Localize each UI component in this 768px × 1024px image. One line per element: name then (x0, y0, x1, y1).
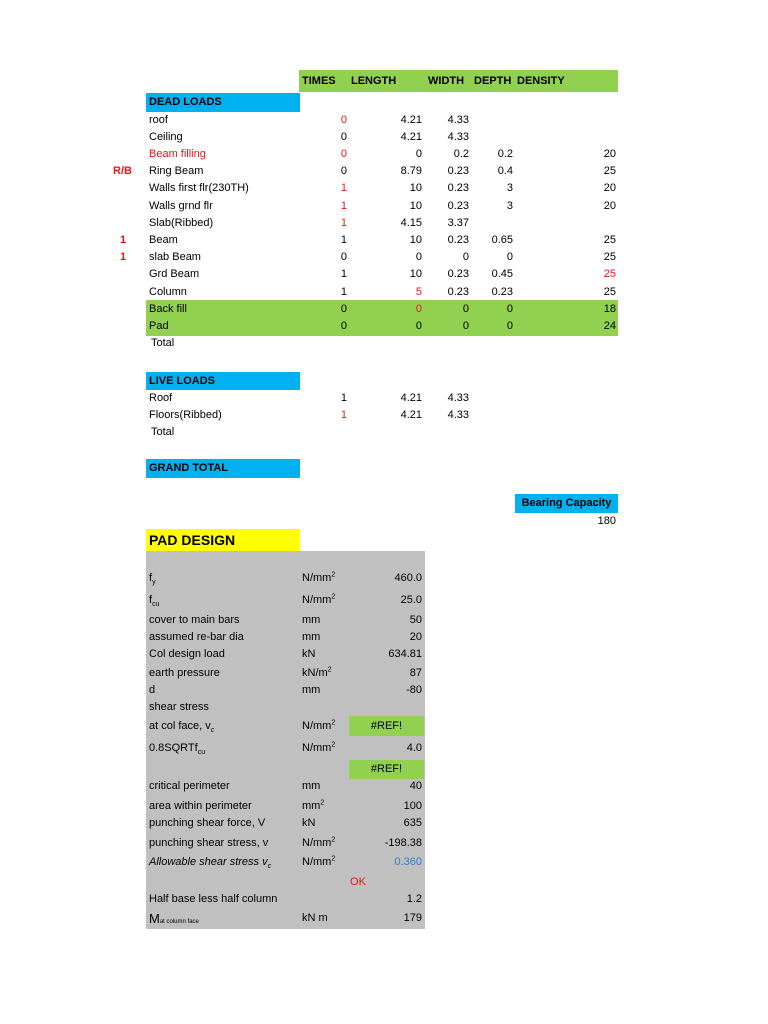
table-row (0, 266, 768, 283)
bearing-capacity-value: 180 (597, 515, 616, 527)
pad-design-title: PAD DESIGN (146, 529, 300, 551)
row-value: 460.0 (394, 572, 422, 584)
row-name: Walls grnd flr (149, 200, 213, 212)
row-depth: 0.45 (491, 268, 513, 280)
row-value: -198.38 (384, 837, 422, 849)
row-depth: 3 (506, 182, 513, 194)
row-name: Ring Beam (149, 165, 204, 177)
row-length: 0 (415, 251, 422, 263)
row-name: Ceiling (149, 131, 183, 143)
row-density: 25 (603, 234, 616, 246)
row-times: 0 (340, 165, 347, 177)
row-name: Slab(Ribbed) (149, 217, 214, 229)
row-density: 25 (603, 286, 616, 298)
row-length: 0 (415, 148, 422, 160)
row-unit: kN m (302, 912, 328, 924)
row-label: Mat column face (149, 911, 199, 926)
header-length: LENGTH (351, 75, 397, 87)
row-value: 634.81 (388, 648, 422, 660)
row-unit: $N/mm^2$ (302, 741, 336, 754)
table-row (0, 112, 768, 129)
row-width: 0.23 (447, 182, 469, 194)
row-length: 4.15 (400, 217, 422, 229)
table-row (0, 215, 768, 232)
row-depth: 0.2 (497, 148, 513, 160)
table-row (0, 891, 768, 908)
row-value: 87 (409, 667, 422, 679)
row-times: 1 (340, 200, 347, 212)
row-prefix: 1 (120, 234, 127, 246)
live-loads-title: LIVE LOADS (146, 372, 300, 390)
table-row (0, 424, 768, 441)
row-label: area within perimeter (149, 800, 252, 812)
row-times: 1 (340, 286, 347, 298)
row-width: 4.33 (447, 392, 469, 404)
row-name: slab Beam (149, 251, 201, 263)
table-row (0, 407, 768, 424)
table-row (0, 798, 768, 815)
row-width: 3.37 (447, 217, 469, 229)
row-unit: $N/mm^2$ (302, 593, 336, 606)
row-name: Column (149, 286, 187, 298)
table-row (0, 665, 768, 682)
row-width: 0.23 (447, 268, 469, 280)
row-value: 635 (403, 817, 422, 829)
row-length: 4.21 (400, 392, 422, 404)
row-value: 1.2 (406, 893, 422, 905)
row-unit: $N/mm^2$ (302, 571, 336, 584)
table-row (0, 249, 768, 266)
row-unit: kN (302, 817, 316, 829)
row-depth: 0.23 (491, 286, 513, 298)
table-row (0, 335, 768, 352)
row-width: 0 (462, 251, 469, 263)
row-density: 20 (603, 200, 616, 212)
table-row (0, 835, 768, 852)
row-times: 0 (340, 114, 347, 126)
row-width: 4.33 (447, 114, 469, 126)
table-row (0, 180, 768, 197)
row-value: -80 (406, 684, 422, 696)
row-prefix: 1 (120, 251, 127, 263)
table-row (0, 129, 768, 146)
table-row (0, 854, 768, 871)
row-prefix: R/B (113, 165, 132, 177)
table-row (0, 874, 768, 891)
row-width: 0.23 (447, 234, 469, 246)
row-name: Back fill (149, 303, 187, 315)
row-label: 0.8SQRTf$_{cu}$ (149, 742, 206, 757)
row-length: 0 (415, 303, 422, 315)
row-times: 0 (340, 303, 347, 315)
row-length: 0 (415, 320, 422, 332)
row-name: Beam filling (149, 148, 206, 160)
row-value: #REF! (370, 763, 403, 775)
table-row (0, 910, 768, 927)
row-times: 0 (340, 320, 347, 332)
row-length: 4.21 (400, 114, 422, 126)
row-label: punching shear force, V (149, 817, 266, 829)
row-depth: 0.4 (497, 165, 513, 177)
row-length: 10 (409, 200, 422, 212)
row-times: 1 (340, 182, 347, 194)
row-unit: $kN/m^2$ (302, 666, 332, 679)
row-depth: 0 (506, 251, 513, 263)
table-row (0, 612, 768, 629)
row-density: 25 (603, 251, 616, 263)
row-times: 1 (340, 217, 347, 229)
row-length: 8.79 (400, 165, 422, 177)
table-row (0, 232, 768, 249)
table-row (0, 592, 768, 609)
row-unit: kN (302, 648, 316, 660)
table-row (0, 815, 768, 832)
table-row (0, 318, 768, 335)
row-name: Floors(Ribbed) (149, 409, 222, 421)
grand-total-title: GRAND TOTAL (146, 459, 300, 478)
row-unit: mm (302, 631, 321, 643)
row-value: 50 (409, 614, 422, 626)
row-length: 10 (409, 268, 422, 280)
header-width: WIDTH (428, 75, 465, 87)
row-depth: 0 (506, 320, 513, 332)
table-row (0, 761, 768, 778)
row-width: 0.23 (447, 200, 469, 212)
row-unit: mm (302, 614, 321, 626)
row-density: 20 (603, 182, 616, 194)
row-name: Roof (149, 392, 173, 404)
row-value: 25.0 (400, 594, 422, 606)
table-row (0, 718, 768, 735)
row-times: 1 (340, 409, 347, 421)
row-value: 179 (403, 912, 422, 924)
header-density: DENSITY (517, 75, 565, 87)
row-label: $f_{cu}$ (149, 594, 160, 609)
row-width: 0.23 (447, 165, 469, 177)
row-width: 4.33 (447, 409, 469, 421)
row-label: Half base less half column (149, 893, 278, 905)
row-label: assumed re-bar dia (149, 631, 244, 643)
row-label: Allowable shear stress $v_c$ (149, 856, 272, 871)
table-row (0, 301, 768, 318)
row-unit: mm (302, 684, 321, 696)
row-name: roof (149, 114, 168, 126)
table-row (0, 163, 768, 180)
table-row (0, 682, 768, 699)
ok-status: OK (350, 876, 366, 888)
row-density: 25 (603, 268, 616, 280)
row-width: 0 (462, 320, 469, 332)
row-times: 0 (340, 251, 347, 263)
row-length: 5 (415, 286, 422, 298)
row-unit: $mm^2$ (302, 799, 325, 812)
row-length: 4.21 (400, 131, 422, 143)
row-density: 25 (603, 165, 616, 177)
row-name: Pad (149, 320, 169, 332)
table-row (0, 390, 768, 407)
row-depth: 3 (506, 200, 513, 212)
row-value: 4.0 (406, 742, 422, 754)
row-density: 24 (603, 320, 616, 332)
table-row (0, 646, 768, 663)
table-row (0, 146, 768, 163)
row-unit: $N/mm^2$ (302, 836, 336, 849)
row-value: #REF! (370, 720, 403, 732)
row-label: shear stress (149, 701, 209, 713)
row-unit: $N/mm^2$ (302, 855, 336, 868)
row-value: 40 (409, 780, 422, 792)
row-width: 0.2 (453, 148, 469, 160)
header-depth: DEPTH (474, 75, 512, 87)
row-value: 0.360 (394, 856, 422, 868)
total-label: Total (151, 337, 175, 349)
table-row (0, 284, 768, 301)
row-times: 1 (340, 392, 347, 404)
header-times: TIMES (302, 75, 336, 87)
table-row (0, 699, 768, 716)
table-row (0, 198, 768, 215)
row-label: Col design load (149, 648, 225, 660)
row-label: d (149, 684, 156, 696)
row-unit: $N/mm^2$ (302, 719, 336, 732)
row-value: 100 (403, 800, 422, 812)
row-name: Walls first flr(230TH) (149, 182, 249, 194)
row-label: critical perimeter (149, 780, 230, 792)
row-name: Grd Beam (149, 268, 200, 280)
row-times: 1 (340, 234, 347, 246)
row-times: 1 (340, 268, 347, 280)
row-density: 18 (603, 303, 616, 315)
row-depth: 0 (506, 303, 513, 315)
table-row (0, 629, 768, 646)
row-times: 0 (340, 131, 347, 143)
row-label: punching shear stress, v (149, 837, 269, 849)
table-row (0, 778, 768, 795)
row-times: 0 (340, 148, 347, 160)
table-row (0, 570, 768, 587)
row-label: earth pressure (149, 667, 220, 679)
bearing-capacity-label: Bearing Capacity (515, 494, 618, 513)
row-label: cover to main bars (149, 614, 240, 626)
row-length: 10 (409, 182, 422, 194)
row-length: 10 (409, 234, 422, 246)
row-width: 4.33 (447, 131, 469, 143)
dead-loads-title: DEAD LOADS (146, 93, 300, 112)
row-label: at col face, $v_c$ (149, 720, 215, 735)
row-unit: mm (302, 780, 321, 792)
row-width: 0.23 (447, 286, 469, 298)
total-label: Total (151, 426, 175, 438)
row-density: 20 (603, 148, 616, 160)
row-width: 0 (462, 303, 469, 315)
row-value: 20 (409, 631, 422, 643)
row-name: Beam (149, 234, 178, 246)
row-length: 4.21 (400, 409, 422, 421)
table-row (0, 740, 768, 757)
row-label: $f_y$ (149, 572, 156, 587)
row-depth: 0.65 (491, 234, 513, 246)
